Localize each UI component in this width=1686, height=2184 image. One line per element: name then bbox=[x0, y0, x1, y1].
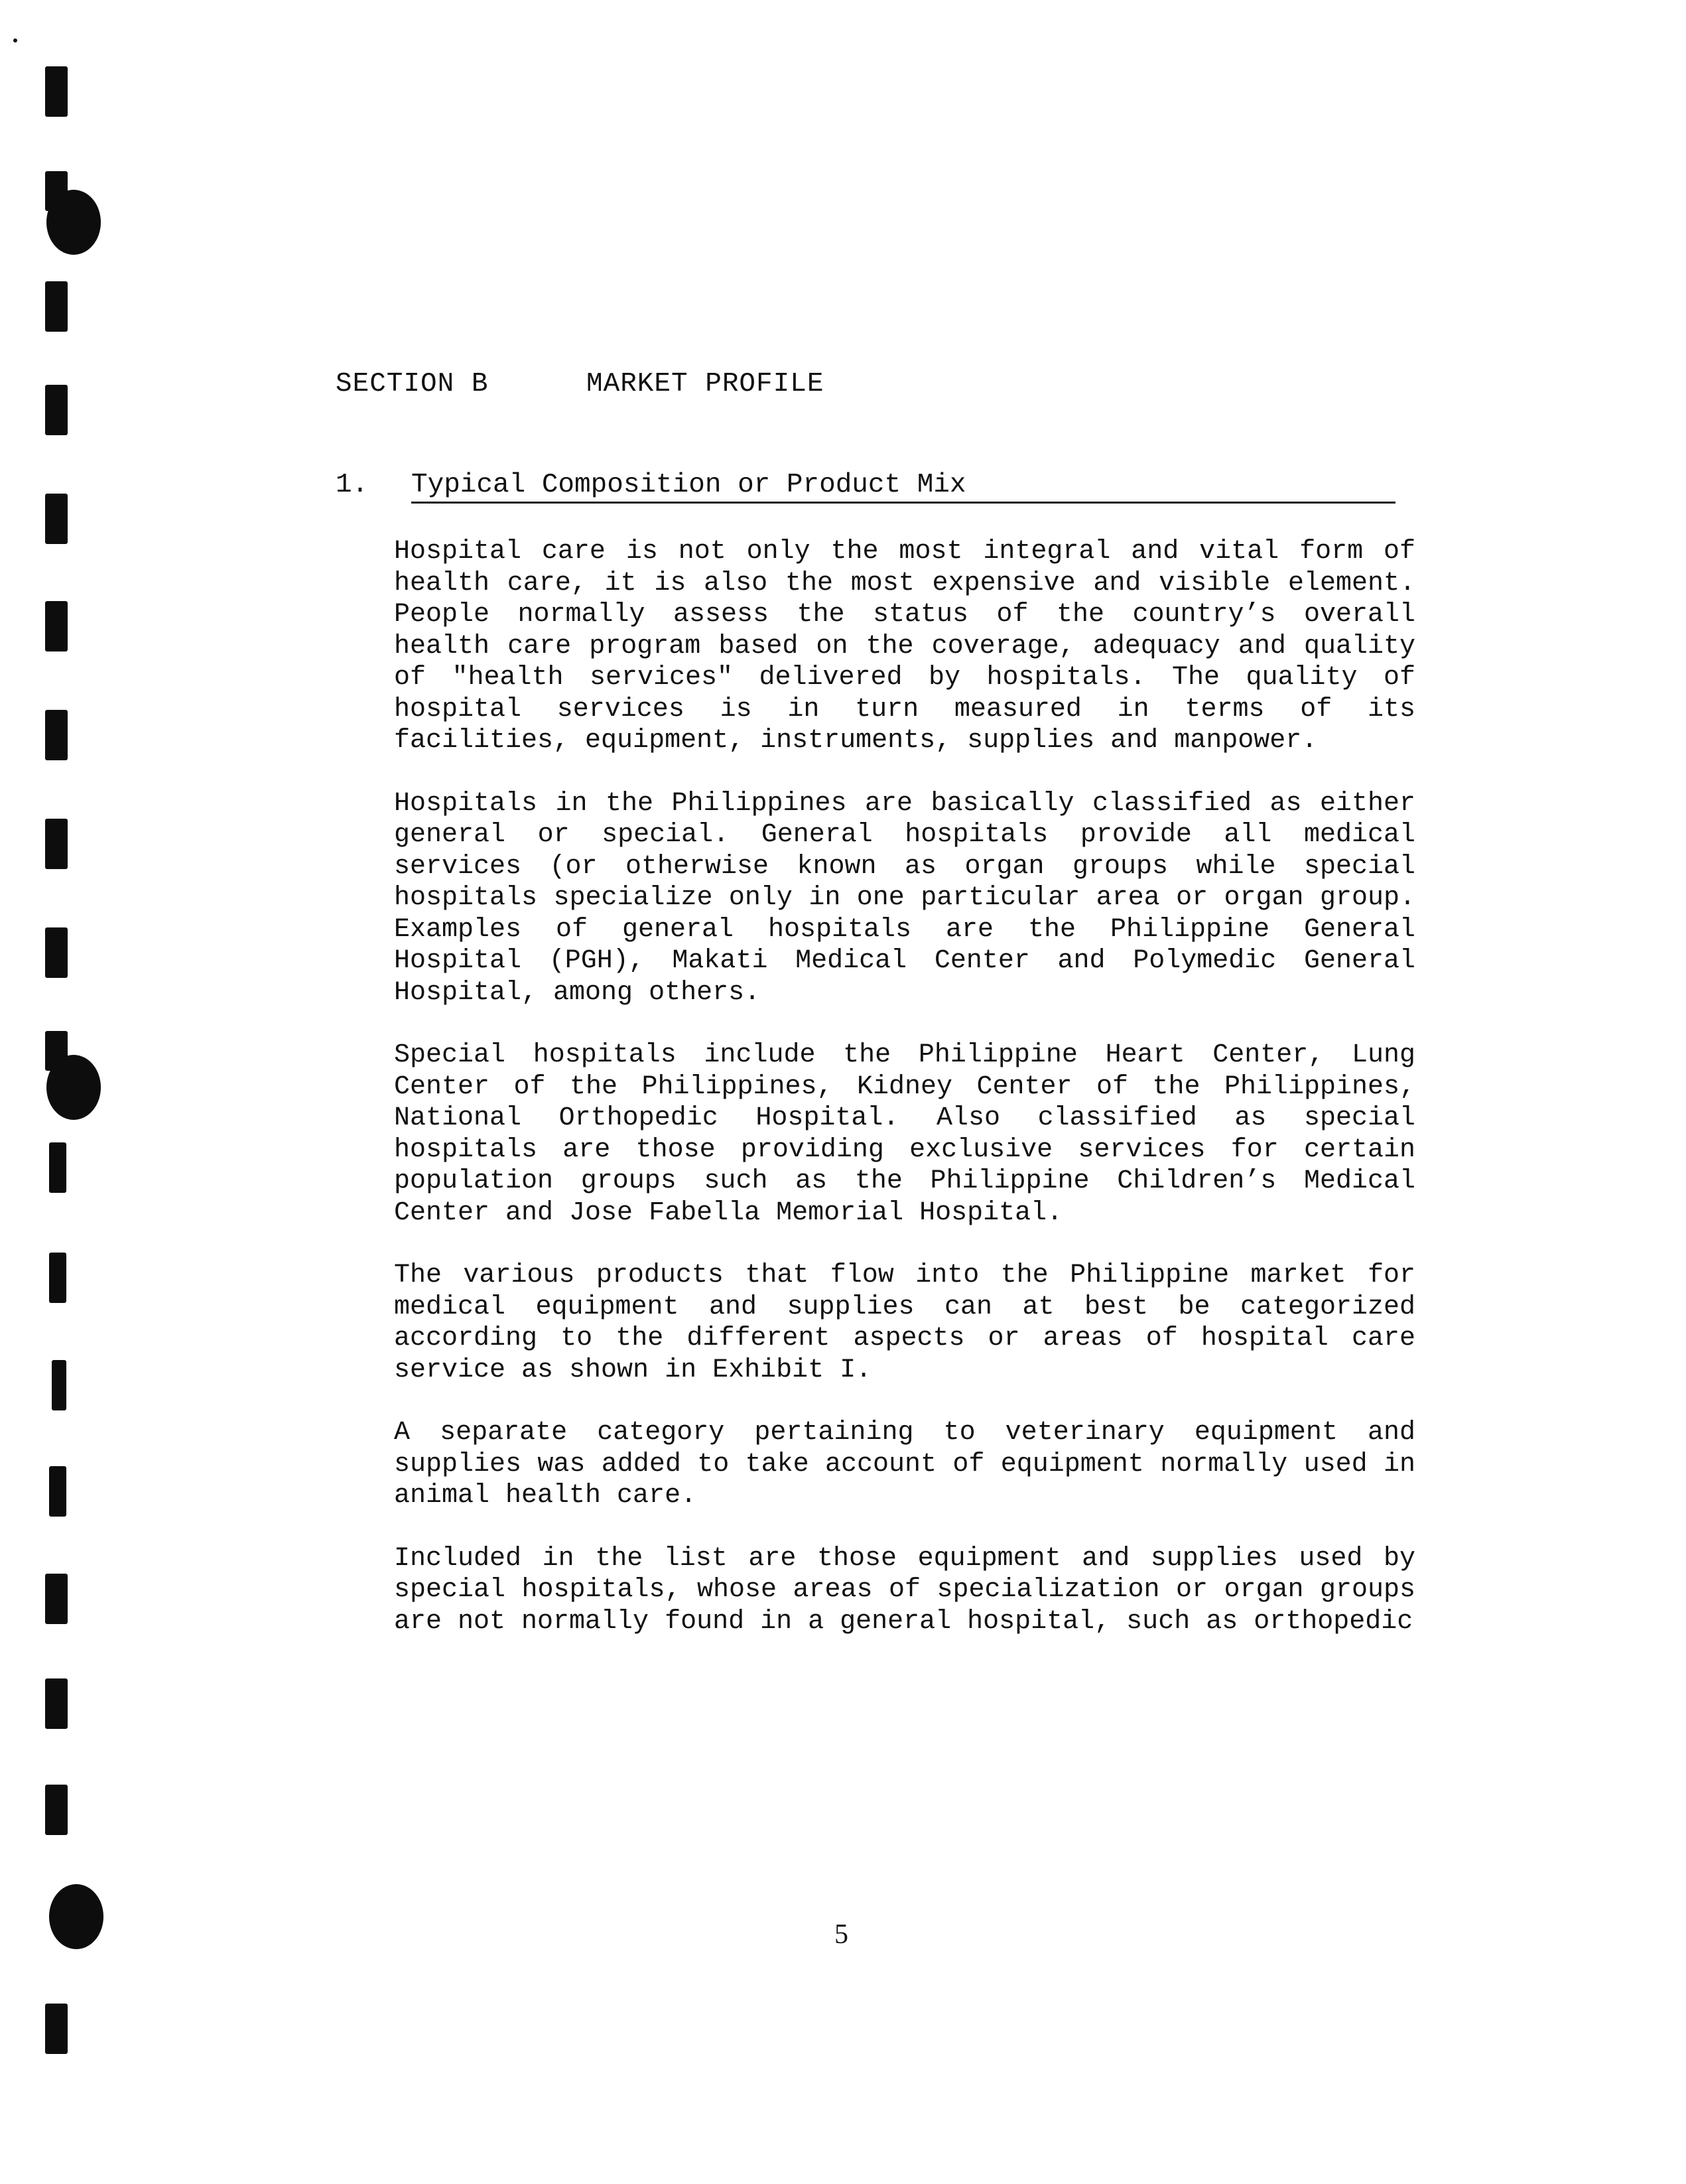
paragraph: Included in the list are those equipment and supplies used by special hospitals, whose areas of specialization or organ groups are not normally found in a general hospital, such as orthopedic bbox=[394, 1543, 1415, 1637]
punch-mark bbox=[45, 66, 68, 117]
punch-hole-circle bbox=[49, 1884, 103, 1949]
body-text bbox=[394, 536, 1415, 1637]
page-number: 5 bbox=[834, 1919, 848, 1950]
punch-mark bbox=[45, 1574, 68, 1624]
punch-mark bbox=[45, 1785, 68, 1835]
punch-mark bbox=[49, 1253, 66, 1303]
punch-mark bbox=[45, 281, 68, 332]
speck-mark bbox=[13, 38, 17, 42]
punch-mark bbox=[45, 494, 68, 544]
section-heading bbox=[336, 369, 824, 399]
binder-punch-marks bbox=[0, 0, 113, 2184]
paragraph: Hospital care is not only the most integral and vital form of health care, it is also the most expensive and visible element. People normally assess the status of the country’s overall health care program based on the coverage, adequacy and quality of "health services" delivered by hospitals. The quality of hospital services is in turn measured in terms of its facilities, equipment, instruments, supplies and manpower. bbox=[394, 537, 1415, 756]
paragraph: Hospitals in the Philippines are basically classified as either general or special. General hospitals provide all medical services (or otherwise known as organ groups while special hospitals specialize only in one particular area or organ group. Examples of general hospitals are the Philippine General Hospital (PGH), Makati Medical Center and Polymedic General Hospital, among others. bbox=[394, 788, 1415, 1008]
paragraph: The various products that flow into the Philippine market for medical equipment and supplies can at best be categorized according to the different aspects or areas of hospital care service as shown in Exhibit I. bbox=[394, 1261, 1415, 1385]
section-label: SECTION B bbox=[336, 369, 489, 399]
punch-mark bbox=[45, 927, 68, 978]
punch-mark bbox=[52, 1360, 66, 1410]
punch-mark bbox=[49, 1466, 66, 1517]
punch-mark bbox=[45, 2004, 68, 2054]
punch-hole-circle bbox=[46, 1055, 101, 1120]
punch-mark bbox=[45, 819, 68, 869]
punch-hole-circle bbox=[46, 190, 101, 255]
paragraph: A separate category pertaining to veterinary equipment and supplies was added to take account of equipment normally used in animal health care. bbox=[394, 1418, 1415, 1511]
section-title: MARKET PROFILE bbox=[586, 369, 824, 399]
punch-mark bbox=[45, 385, 68, 435]
subsection-number: 1. bbox=[336, 470, 369, 500]
punch-mark bbox=[45, 601, 68, 651]
punch-mark bbox=[45, 1678, 68, 1729]
punch-mark bbox=[45, 710, 68, 760]
subsection-title: Typical Composition or Product Mix bbox=[411, 470, 1395, 504]
paragraph: Special hospitals include the Philippine Heart Center, Lung Center of the Philippines, Kidney Center of the Philippines, National Orthopedic Hospital. Also classified as special hospitals are those providing exclusive services for certain population groups such as the Philippine Children’s Medical Center and Jose Fabella Memorial Hospital. bbox=[394, 1040, 1415, 1228]
subsection-heading bbox=[336, 470, 1395, 504]
punch-mark bbox=[49, 1142, 66, 1193]
